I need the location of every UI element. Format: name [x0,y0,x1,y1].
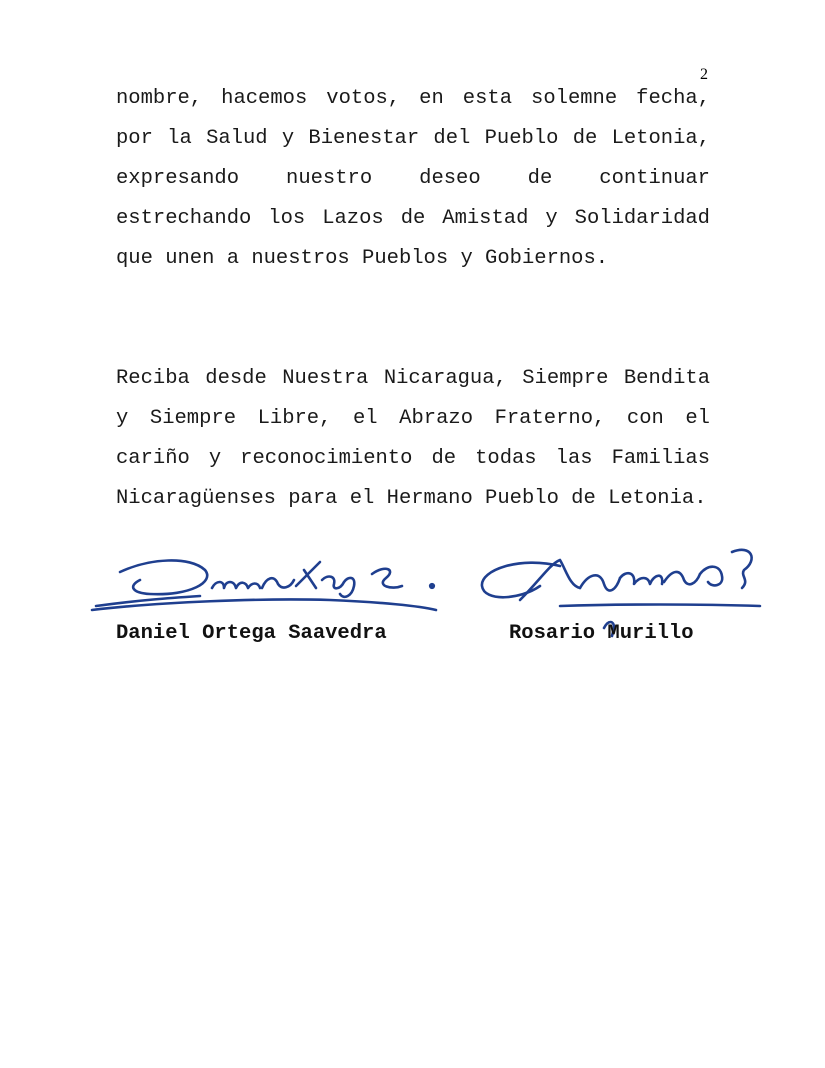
page-number: 2 [700,66,708,83]
signature-block [0,530,825,660]
paragraph-text: Reciba desde Nuestra Nicaragua, Siempre Bendita y Siempre Libre, el Abrazo Fraterno, con el cariño y reconocimiento de todas las Familias Nicaragüenses para el Hermano Pueblo de Letonia. [116,367,710,510]
signature-left [92,560,436,610]
signer-name-left: Daniel Ortega Saavedra [116,622,387,645]
signer-name-right: Rosario Murillo [509,622,694,645]
paragraph-closing [116,359,710,519]
paragraph-text: nombre, hacemos votos, en esta solemne fecha, por la Salud y Bienestar del Pueblo de Letonia, expresando nuestro deseo de continuar estrechando los Lazos de Amistad y Solidaridad que unen a nuestros Pueblos y Gobiernos. [116,87,710,270]
paragraph-greeting [116,79,710,279]
